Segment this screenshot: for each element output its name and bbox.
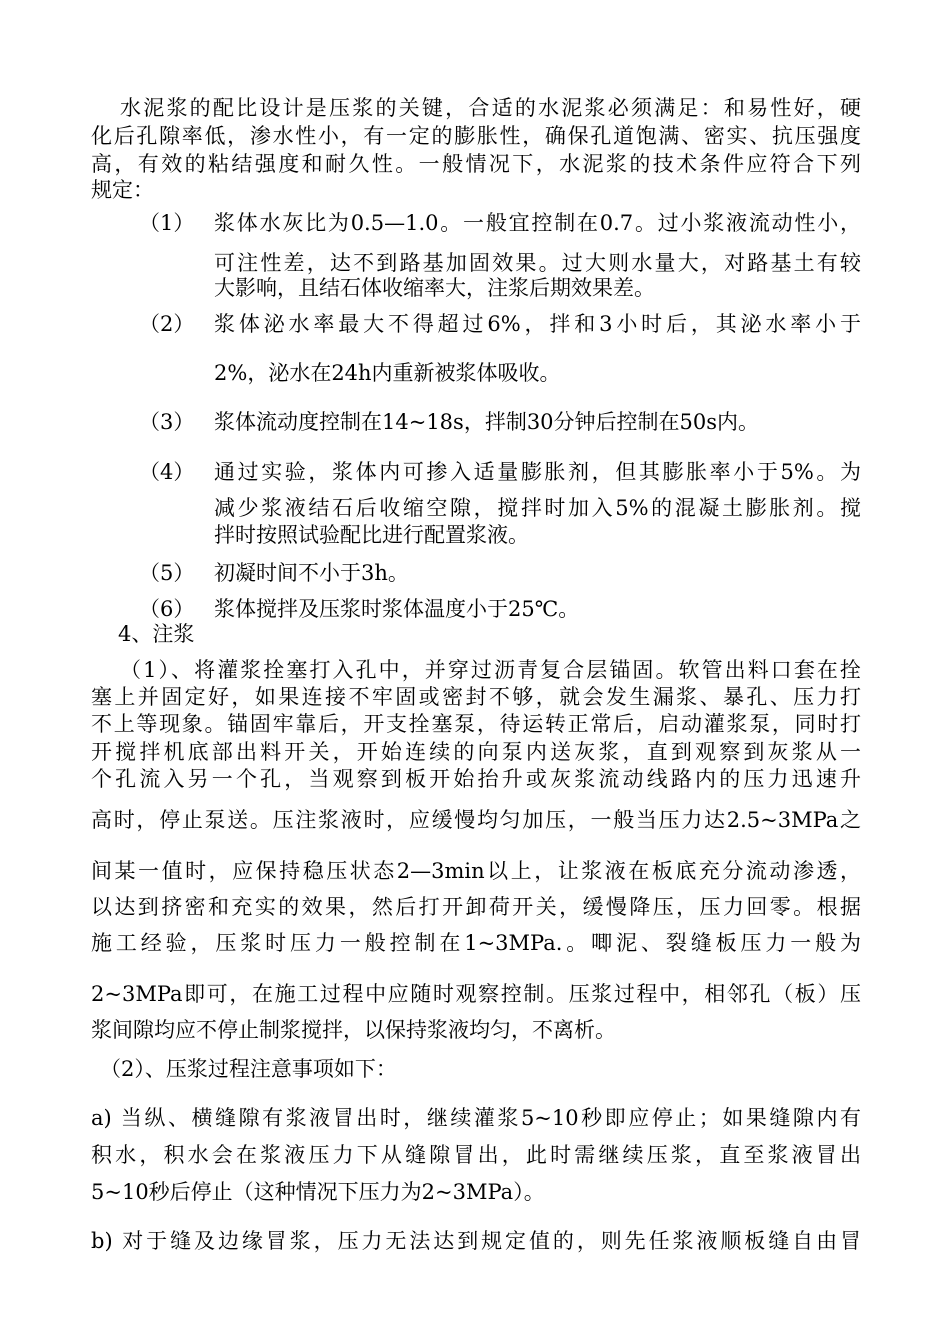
intro-line: 化后孔隙率低，渗水性小，有一定的膨胀性，确保孔道饱满、密实、抗压强度 <box>91 124 861 148</box>
item-number: （3） <box>139 410 195 434</box>
item-line: 2%，泌水在24h内重新被浆体吸收。 <box>214 361 561 385</box>
item-line: 浆体流动度控制在14~18s，拌制30分钟后控制在50s内。 <box>214 410 760 434</box>
item-line: 浆体水灰比为0.5—1.0。一般宜控制在0.7。过小浆液流动性小， <box>214 211 861 235</box>
body-line: 个孔流入另一个孔，当观察到板开始抬升或灰浆流动线路内的压力迅速升 <box>91 767 861 791</box>
body-line: 浆间隙均应不停止制浆搅拌，以保持浆液均匀，不离析。 <box>91 1018 616 1042</box>
item-line: 通过实验，浆体内可掺入适量膨胀剂，但其膨胀率小于5%。为 <box>214 460 861 484</box>
body-line: 施工经验，压浆时压力一般控制在1~3MPa.。唧泥、裂缝板压力一般为 <box>91 931 861 955</box>
intro-line: 高，有效的粘结强度和耐久性。一般情况下，水泥浆的技术条件应符合下列 <box>91 152 861 176</box>
item-number: （5） <box>139 561 195 585</box>
body-line: 高时，停止泵送。压注浆液时，应缓慢均匀加压，一般当压力达2.5~3MPa之 <box>91 808 861 832</box>
item-line: 可注性差，达不到路基加固效果。过大则水量大，对路基土有较 <box>214 251 861 275</box>
item-line: 拌时按照试验配比进行配置浆液。 <box>214 523 529 547</box>
item-number: （6） <box>139 597 195 621</box>
intro-line: 水泥浆的配比设计是压浆的关键，合适的水泥浆必须满足：和易性好，硬 <box>120 96 861 120</box>
body-line: 塞上并固定好，如果连接不牢固或密封不够，就会发生漏浆、暴孔、压力打 <box>91 685 861 709</box>
body-line: 以达到挤密和充实的效果，然后打开卸荷开关，缓慢降压，压力回零。根据 <box>91 895 861 919</box>
body-line: 积水，积水会在浆液压力下从缝隙冒出，此时需继续压浆，直至浆液冒出 <box>91 1143 861 1167</box>
body-line: 5~10秒后停止（这种情况下压力为2~3MPa）。 <box>91 1180 545 1204</box>
section-heading: 4、注浆 <box>118 622 195 646</box>
body-line: b) 对于缝及边缘冒浆，压力无法达到规定值的，则先任浆液顺板缝自由冒 <box>91 1229 861 1253</box>
item-line: 浆体泌水率最大不得超过6%，拌和3小时后，其泌水率小于 <box>214 312 861 336</box>
item-line: 浆体搅拌及压浆时浆体温度小于25℃。 <box>214 597 580 621</box>
item-line: 减少浆液结石后收缩空隙，搅拌时加入5%的混凝土膨胀剂。搅 <box>214 496 861 520</box>
item-number: （4） <box>139 460 195 484</box>
intro-line: 规定： <box>91 178 154 202</box>
body-line: （1）、将灌浆拴塞打入孔中，并穿过沥青复合层锚固。软管出料口套在拴 <box>120 658 861 682</box>
subsection-heading: （2）、压浆过程注意事项如下： <box>100 1057 397 1081</box>
item-number: （2） <box>139 312 195 336</box>
body-line: a) 当纵、横缝隙有浆液冒出时，继续灌浆5~10秒即应停止；如果缝隙内有 <box>91 1106 861 1130</box>
body-line: 2~3MPa即可，在施工过程中应随时观察控制。压浆过程中，相邻孔（板）压 <box>91 982 861 1006</box>
item-line: 大影响，且结石体收缩率大，注浆后期效果差。 <box>214 276 655 300</box>
body-line: 间某一值时，应保持稳压状态2—3min以上，让浆液在板底充分流动渗透， <box>91 859 861 883</box>
body-line: 不上等现象。锚固牢靠后，开支拴塞泵，待运转正常后，启动灌浆泵，同时打 <box>91 712 861 736</box>
item-line: 初凝时间不小于3h。 <box>214 561 409 585</box>
body-line: 开搅拌机底部出料开关，开始连续的向泵内送灰浆，直到观察到灰浆从一 <box>91 740 861 764</box>
item-number: （1） <box>139 211 195 235</box>
